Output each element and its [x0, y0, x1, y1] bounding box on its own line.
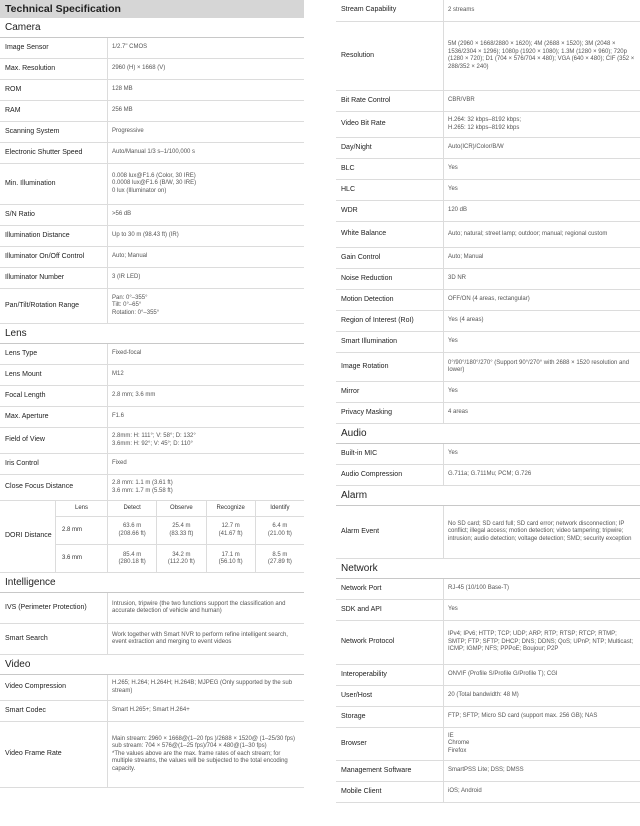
- spec-row-max-resolution: [0, 59, 304, 80]
- spec-row-electronic-shutter-speed: [0, 143, 304, 164]
- dori-cell-observe: 25.4 m (83.33 ft): [156, 517, 205, 545]
- spec-row-illuminator-on-off-control: [0, 247, 304, 268]
- spec-row-day-night: [336, 138, 640, 159]
- spec-value: No SD card; SD card full; SD card error; network disconnection; IP conflict; illegal access; motion detection; video tampering; tripwire; intrusion; audio detection; voltage detection; SMD; security exception: [443, 506, 640, 558]
- spec-value: >56 dB: [107, 205, 304, 225]
- spec-value: 120 dB: [443, 201, 640, 221]
- spec-label: Smart Search: [5, 634, 48, 642]
- spec-value: 3 (IR LED): [107, 268, 304, 288]
- spec-label: Stream Capability: [341, 6, 397, 14]
- section-audio: [336, 424, 640, 486]
- page-title: Technical Specification: [0, 0, 304, 18]
- spec-value: 4 areas: [443, 403, 640, 423]
- spec-value: OFF/ON (4 areas, rectangular): [443, 290, 640, 310]
- dori-cell-recognize: 17.1 m (56.10 ft): [206, 545, 255, 573]
- spec-label: Resolution: [341, 51, 375, 59]
- spec-row-illuminator-number: [0, 268, 304, 289]
- spec-value: 2.8 mm: 1.1 m (3.61 ft) 3.6 mm: 1.7 m (5.58 ft): [107, 475, 304, 500]
- dori-cell-identify: 8.5 m (27.89 ft): [255, 545, 304, 573]
- spec-label: Electronic Shutter Speed: [5, 148, 83, 156]
- dori-header-identify: Identify: [255, 501, 304, 517]
- spec-label: Alarm Event: [341, 527, 380, 535]
- spec-value: FTP; SFTP; Micro SD card (support max. 256 GB); NAS: [443, 707, 640, 727]
- spec-row-network-protocol: [336, 621, 640, 665]
- spec-value: Pan: 0°–355° Tilt: 0°–65° Rotation: 0°–355°: [107, 289, 304, 323]
- spec-label: Day/Night: [341, 143, 372, 151]
- spec-label: Browser: [341, 739, 367, 747]
- spec-row-region-of-interest-roi: [336, 311, 640, 332]
- spec-row-sdk-and-api: [336, 600, 640, 621]
- spec-row-mirror: [336, 382, 640, 403]
- dori-grid: [55, 501, 304, 572]
- spec-value: IE Chrome Firefox: [443, 728, 640, 760]
- spec-row-network-port: [336, 579, 640, 600]
- spec-value: Yes: [443, 382, 640, 402]
- spec-value: Smart H.265+; Smart H.264+: [107, 701, 304, 721]
- spec-row-built-in-mic: [336, 444, 640, 465]
- spec-value: 20 (Total bandwidth: 48 M): [443, 686, 640, 706]
- spec-label: Motion Detection: [341, 295, 394, 303]
- spec-row-min-illumination: [0, 164, 304, 205]
- spec-label: Min. Illumination: [5, 179, 56, 187]
- spec-row-smart-illumination: [336, 332, 640, 353]
- spec-row-video-frame-rate: [0, 722, 304, 788]
- spec-row-noise-reduction: [336, 269, 640, 290]
- spec-label: Interoperability: [341, 670, 387, 678]
- spec-label: Audio Compression: [341, 470, 403, 478]
- section-heading-lens: Lens: [0, 324, 304, 344]
- spec-value: Auto; Manual: [443, 248, 640, 268]
- spec-value: Main stream: 2960 × 1668@(1–20 fps )/2688 × 1520@ (1–25/30 fps) sub stream: 704 × 576@(1–25 fps)/704 × 480@(1–30 fps) *The values above are the max. frame rates of each stream; for multiple streams, the values will be subjected to the total encoding capacity.: [107, 722, 304, 787]
- spec-row-field-of-view: [0, 428, 304, 454]
- spec-label: Video Compression: [5, 683, 66, 691]
- section-video-right: [336, 0, 640, 424]
- spec-row-image-rotation: [336, 353, 640, 382]
- spec-row-hlc: [336, 180, 640, 201]
- section-lens: [0, 324, 304, 573]
- section-network: [336, 559, 640, 803]
- spec-value: Fixed: [107, 454, 304, 474]
- spec-label: User/Host: [341, 691, 373, 699]
- spec-row-interoperability: [336, 665, 640, 686]
- spec-value: 0°/90°/180°/270° (Support 90°/270° with 2688 × 1520 resolution and lower): [443, 353, 640, 381]
- spec-label: Image Rotation: [341, 362, 389, 370]
- spec-label: Network Protocol: [341, 638, 395, 646]
- spec-row-iris-control: [0, 454, 304, 475]
- spec-label: ROM: [5, 85, 22, 93]
- spec-row-browser: [336, 728, 640, 761]
- section-camera: [0, 18, 304, 324]
- spec-value: F1.6: [107, 407, 304, 427]
- spec-label: Illuminator On/Off Control: [5, 252, 85, 260]
- spec-value: Yes: [443, 444, 640, 464]
- spec-row-illumination-distance: [0, 226, 304, 247]
- spec-column-right: [336, 0, 640, 803]
- dori-cell-identify: 6.4 m (21.00 ft): [255, 517, 304, 545]
- spec-value: 2960 (H) × 1668 (V): [107, 59, 304, 79]
- spec-label: IVS (Perimeter Protection): [5, 603, 87, 611]
- spec-value: RJ-45 (10/100 Base-T): [443, 579, 640, 599]
- dori-cell-lens: 3.6 mm: [55, 545, 107, 573]
- section-heading-network: Network: [336, 559, 640, 579]
- spec-row-storage: [336, 707, 640, 728]
- spec-row-video-bit-rate: [336, 112, 640, 138]
- spec-label: Illumination Distance: [5, 231, 70, 239]
- spec-label: WDR: [341, 206, 358, 214]
- spec-label: Illuminator Number: [5, 273, 65, 281]
- section-heading-camera: Camera: [0, 18, 304, 38]
- spec-row-scanning-system: [0, 122, 304, 143]
- spec-row-privacy-masking: [336, 403, 640, 424]
- spec-label: White Balance: [341, 230, 387, 238]
- spec-label: Mirror: [341, 387, 360, 395]
- spec-value: 2 streams: [443, 0, 640, 21]
- spec-label: Region of Interest (RoI): [341, 316, 414, 324]
- spec-value: Auto; natural; street lamp; outdoor; manual; regional custom: [443, 222, 640, 247]
- spec-label: Pan/Tilt/Rotation Range: [5, 301, 80, 309]
- spec-row-white-balance: [336, 222, 640, 248]
- spec-value: 128 MB: [107, 80, 304, 100]
- section-intelligence: [0, 573, 304, 655]
- spec-label: RAM: [5, 106, 21, 114]
- spec-label: Max. Resolution: [5, 64, 56, 72]
- spec-value: Auto(ICR)/Color/B/W: [443, 138, 640, 158]
- spec-label: Built-in MIC: [341, 449, 378, 457]
- spec-label: Image Sensor: [5, 43, 49, 51]
- section-heading-intelligence: Intelligence: [0, 573, 304, 593]
- spec-value: Auto; Manual: [107, 247, 304, 267]
- spec-value: Auto/Manual 1/3 s–1/100,000 s: [107, 143, 304, 163]
- dori-header-detect: Detect: [107, 501, 156, 517]
- spec-value: M12: [107, 365, 304, 385]
- spec-value: G.711a; G.711Mu; PCM; G.726: [443, 465, 640, 485]
- spec-row-ivs-perimeter-protection: [0, 593, 304, 624]
- spec-label: Storage: [341, 712, 366, 720]
- spec-row-gain-control: [336, 248, 640, 269]
- spec-row-lens-type: [0, 344, 304, 365]
- spec-value: Progressive: [107, 122, 304, 142]
- spec-label: Video Bit Rate: [341, 120, 386, 128]
- spec-value: 5M (2960 × 1668/2880 × 1620); 4M (2688 × 1520); 3M (2048 × 1536/2304 × 1296); 1080p (1920 × 1080); 1.3M (1280 × 960); 720p (1280 × 720); D1 (704 × 576/704 × 480); VGA (640 × 480); CIF (352 × 288/352 × 240): [443, 22, 640, 90]
- spec-row-blc: [336, 159, 640, 180]
- spec-value: H.264: 32 kbps–8192 kbps; H.265: 12 kbps–8192 kbps: [443, 112, 640, 137]
- spec-row-max-aperture: [0, 407, 304, 428]
- dori-cell-lens: 2.8 mm: [55, 517, 107, 545]
- spec-value: 3D NR: [443, 269, 640, 289]
- dori-cell-observe: 34.2 m (112.20 ft): [156, 545, 205, 573]
- spec-value: Yes: [443, 180, 640, 200]
- spec-value: Intrusion, tripwire (the two functions support the classification and accurate detection of vehicle and human): [107, 593, 304, 623]
- section-heading-audio: Audio: [336, 424, 640, 444]
- spec-value: ONVIF (Profile S/Profile G/Profile T); CGI: [443, 665, 640, 685]
- spec-value: 1/2.7" CMOS: [107, 38, 304, 58]
- spec-label: BLC: [341, 164, 355, 172]
- spec-row-bit-rate-control: [336, 91, 640, 112]
- spec-column-left: [0, 0, 304, 788]
- spec-value: H.265; H.264; H.264H; H.264B; MJPEG (Only supported by the sub stream): [107, 675, 304, 700]
- spec-label: Privacy Masking: [341, 408, 392, 416]
- spec-value: Work together with Smart NVR to perform refine intelligent search, event extraction and merging to event videos: [107, 624, 304, 654]
- spec-row-wdr: [336, 201, 640, 222]
- spec-label: S/N Ratio: [5, 210, 35, 218]
- spec-row-smart-search: [0, 624, 304, 655]
- spec-row-user-host: [336, 686, 640, 707]
- spec-label: SDK and API: [341, 605, 382, 613]
- dori-header-lens: Lens: [55, 501, 107, 517]
- spec-label: Management Software: [341, 766, 412, 774]
- spec-label: Scanning System: [5, 127, 60, 135]
- spec-label: Smart Illumination: [341, 337, 398, 345]
- spec-row-pan-tilt-rotation-range: [0, 289, 304, 324]
- spec-value: 2.8 mm; 3.6 mm: [107, 386, 304, 406]
- dori-header-observe: Observe: [156, 501, 205, 517]
- spec-label: Max. Aperture: [5, 412, 49, 420]
- spec-row-mobile-client: [336, 782, 640, 803]
- section-alarm: [336, 486, 640, 559]
- spec-row-s-n-ratio: [0, 205, 304, 226]
- spec-label: Gain Control: [341, 253, 381, 261]
- spec-label: Video Frame Rate: [5, 750, 62, 758]
- dori-cell-detect: 85.4 m (280.18 ft): [107, 545, 156, 573]
- spec-row-audio-compression: [336, 465, 640, 486]
- spec-row-ram: [0, 101, 304, 122]
- spec-label: Field of View: [5, 436, 45, 444]
- spec-label: Mobile Client: [341, 787, 382, 795]
- spec-label: Network Port: [341, 584, 382, 592]
- spec-value: Fixed-focal: [107, 344, 304, 364]
- spec-value: Yes: [443, 600, 640, 620]
- spec-label: Noise Reduction: [341, 274, 393, 282]
- spec-value: Yes: [443, 159, 640, 179]
- dori-cell-detect: 63.6 m (208.66 ft): [107, 517, 156, 545]
- spec-row-motion-detection: [336, 290, 640, 311]
- spec-label: Iris Control: [5, 459, 39, 467]
- dori-header-recognize: Recognize: [206, 501, 255, 517]
- spec-label: DORI Distance: [5, 532, 52, 540]
- spec-row-image-sensor: [0, 38, 304, 59]
- spec-row-stream-capability: [336, 0, 640, 22]
- spec-label: Lens Type: [5, 349, 38, 357]
- spec-label: Focal Length: [5, 391, 46, 399]
- spec-label: Lens Mount: [5, 370, 42, 378]
- spec-value: iOS; Android: [443, 782, 640, 802]
- section-heading-alarm: Alarm: [336, 486, 640, 506]
- spec-label: Close Focus Distance: [5, 483, 74, 491]
- dori-distance-table: [0, 501, 304, 573]
- spec-row-video-compression: [0, 675, 304, 701]
- spec-row-close-focus-distance: [0, 475, 304, 501]
- spec-row-smart-codec: [0, 701, 304, 722]
- spec-value: 256 MB: [107, 101, 304, 121]
- spec-row-resolution: [336, 22, 640, 91]
- spec-label: HLC: [341, 185, 356, 193]
- section-video-left: [0, 655, 304, 788]
- spec-value: 2.8mm: H: 111°; V: 58°; D: 132° 3.6mm: H: 92°; V: 45°; D: 110°: [107, 428, 304, 453]
- spec-row-alarm-event: [336, 506, 640, 559]
- spec-value: Yes (4 areas): [443, 311, 640, 331]
- dori-cell-recognize: 12.7 m (41.67 ft): [206, 517, 255, 545]
- spec-row-management-software: [336, 761, 640, 782]
- spec-value: SmartPSS Lite; DSS; DMSS: [443, 761, 640, 781]
- spec-value: IPv4; IPv6; HTTP; TCP; UDP; ARP; RTP; RTSP; RTCP; RTMP; SMTP; FTP; SFTP; DHCP; DNS; DDNS; QoS; UPnP; NTP; Multicast; ICMP; IGMP; NFS; PPPoE; Boujour; P2P: [443, 621, 640, 664]
- spec-value: Up to 30 m (98.43 ft) (IR): [107, 226, 304, 246]
- spec-row-focal-length: [0, 386, 304, 407]
- spec-value: 0.008 lux@F1.6 (Color, 30 IRE) 0.0008 lux@F1.6 (B/W, 30 IRE) 0 lux (Illuminator on): [107, 164, 304, 204]
- section-heading-video: Video: [0, 655, 304, 675]
- spec-value: CBR/VBR: [443, 91, 640, 111]
- spec-label: Bit Rate Control: [341, 96, 391, 104]
- spec-label: Smart Codec: [5, 706, 46, 714]
- spec-row-lens-mount: [0, 365, 304, 386]
- spec-row-rom: [0, 80, 304, 101]
- spec-value: Yes: [443, 332, 640, 352]
